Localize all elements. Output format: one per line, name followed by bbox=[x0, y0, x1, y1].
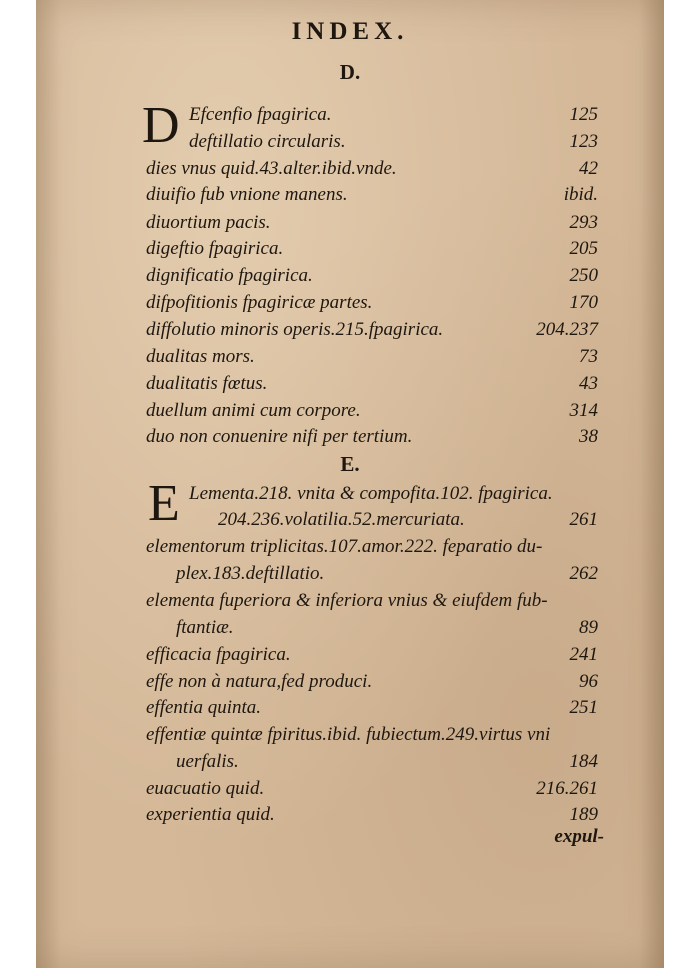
index-entry: duo non conuenire nifi per tertium. bbox=[146, 426, 413, 447]
index-entry: Efcenfio fpagirica. bbox=[189, 104, 332, 125]
index-entry: Lementa.218. vnita & compofita.102. fpagirica. bbox=[189, 483, 553, 504]
index-entry: dualitatis fœtus. bbox=[146, 373, 268, 394]
drop-cap-d: D bbox=[142, 97, 180, 154]
page-reference: 204.237 bbox=[536, 319, 598, 340]
page-reference: 250 bbox=[569, 265, 598, 286]
book-page bbox=[36, 0, 664, 968]
index-entry: digeftio fpagirica. bbox=[146, 238, 284, 259]
page-reference: 251 bbox=[569, 697, 598, 718]
index-entry: efficacia fpagirica. bbox=[146, 644, 291, 665]
index-entry: diuortium pacis. bbox=[146, 212, 271, 233]
page-reference: 262 bbox=[569, 563, 598, 584]
section-heading-d: D. bbox=[339, 60, 361, 84]
page-reference: 123 bbox=[569, 131, 598, 152]
index-entry: 204.236.volatilia.52.mercuriata. bbox=[218, 509, 465, 530]
index-entry: effe non à natura,fed produci. bbox=[146, 671, 373, 692]
index-entry: dignificatio fpagirica. bbox=[146, 265, 313, 286]
index-entry: uerfalis. bbox=[176, 751, 239, 772]
page-reference: 189 bbox=[569, 804, 598, 825]
page-reference: 293 bbox=[569, 212, 598, 233]
page-reference: 38 bbox=[579, 426, 598, 447]
page-reference: 184 bbox=[569, 751, 598, 772]
page-reference: 314 bbox=[569, 400, 598, 421]
drop-cap-e: E bbox=[148, 475, 180, 532]
index-entry: deftillatio circularis. bbox=[189, 131, 346, 152]
index-entry: plex.183.deftillatio. bbox=[176, 563, 325, 584]
page-reference: ibid. bbox=[563, 184, 598, 205]
page-reference: 42 bbox=[579, 158, 598, 179]
page-reference: 170 bbox=[569, 292, 598, 313]
page-reference: 43 bbox=[579, 373, 598, 394]
page-reference: 89 bbox=[579, 617, 598, 638]
page-reference: 205 bbox=[569, 238, 598, 259]
index-entry: difpofitionis fpagiricæ partes. bbox=[146, 292, 373, 313]
index-entry: dualitas mors. bbox=[146, 346, 255, 367]
index-entry: experientia quid. bbox=[146, 804, 275, 825]
index-entry: effentia quinta. bbox=[146, 697, 262, 718]
catchword: expul- bbox=[554, 826, 604, 847]
page-reference: 125 bbox=[569, 104, 598, 125]
index-entry: diuifio fub vnione manens. bbox=[146, 184, 348, 205]
index-entry: effentiæ quintæ fpiritus.ibid. fubiectum.249.virtus vni bbox=[146, 724, 551, 745]
index-entry: elementa fuperiora & inferiora vnius & eiufdem fub- bbox=[146, 590, 548, 611]
page-title: INDEX. bbox=[291, 18, 409, 45]
section-heading-e: E. bbox=[340, 452, 360, 476]
index-entry: ftantiæ. bbox=[176, 617, 234, 638]
page-reference: 241 bbox=[569, 644, 598, 665]
page-reference: 261 bbox=[569, 509, 598, 530]
index-entry: dies vnus quid.43.alter.ibid.vnde. bbox=[146, 158, 397, 179]
index-entry: euacuatio quid. bbox=[146, 778, 265, 799]
index-entry: diffolutio minoris operis.215.fpagirica. bbox=[146, 319, 444, 340]
page-reference: 96 bbox=[579, 671, 598, 692]
index-entry: elementorum triplicitas.107.amor.222. feparatio du- bbox=[146, 536, 543, 557]
index-entry: duellum animi cum corpore. bbox=[146, 400, 361, 421]
page-reference: 73 bbox=[579, 346, 598, 367]
page-reference: 216.261 bbox=[536, 778, 598, 799]
